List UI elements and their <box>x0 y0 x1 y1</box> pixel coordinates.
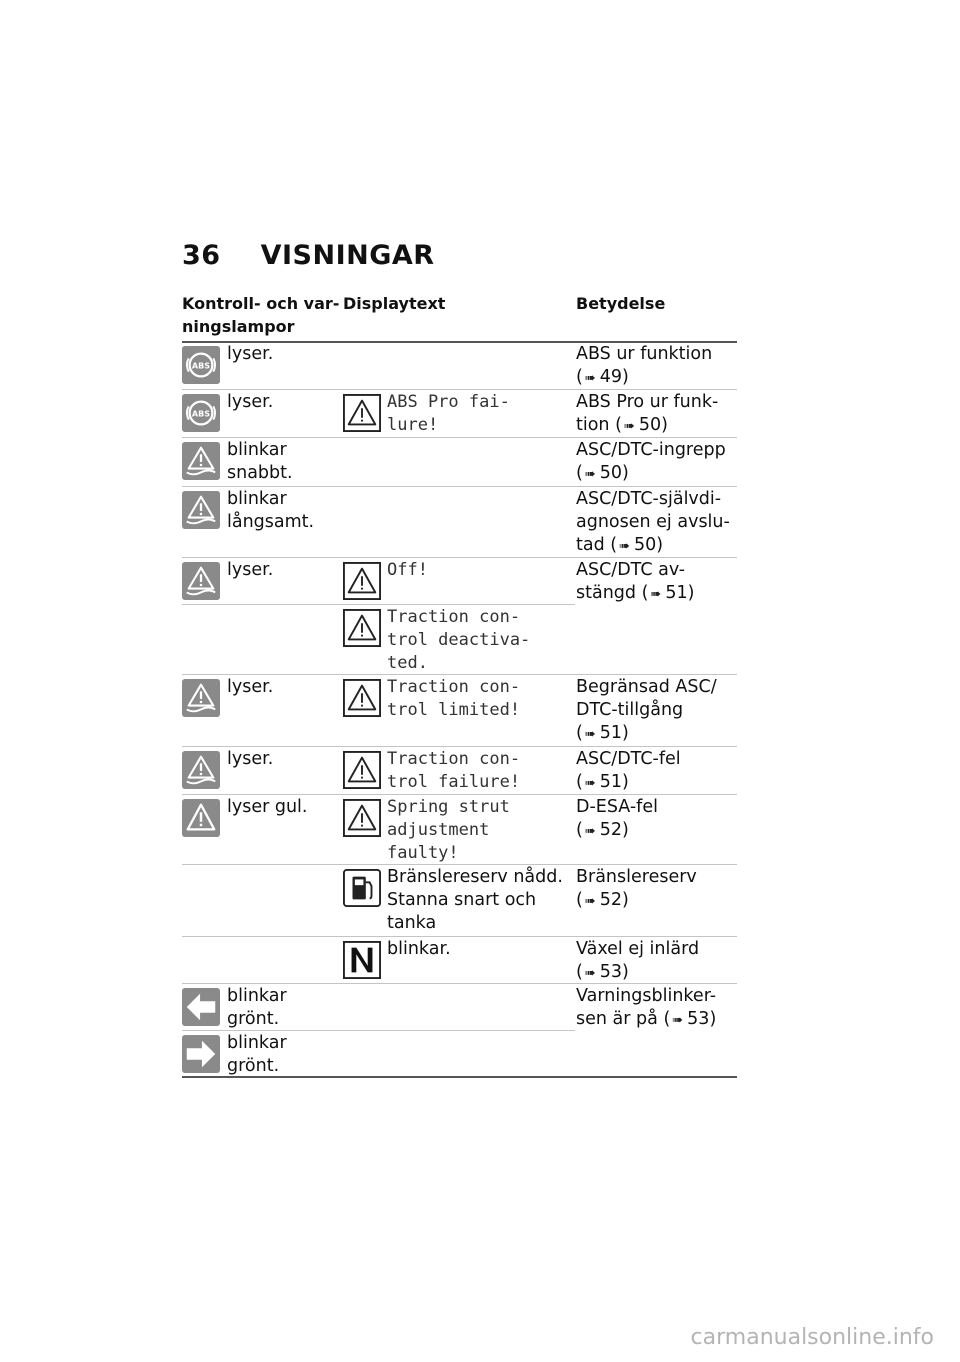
meaning-text: ABS ur funktion ( ➠ 49) <box>576 343 736 390</box>
page-reference[interactable]: ( ➠ 52) <box>576 820 629 840</box>
lamp-state: blinkar grönt. <box>227 986 287 1029</box>
warning-triangle-icon <box>343 609 381 651</box>
warning-triangle-icon <box>343 751 381 793</box>
lamp-state: lyser. <box>227 344 274 364</box>
dtc-icon <box>182 442 220 484</box>
dtc-icon <box>182 679 220 721</box>
page-reference[interactable]: ( ➠ 51) <box>576 772 629 792</box>
lamp-state: blinkar snabbt. <box>227 440 293 483</box>
watermark: carmanualsonline.info <box>690 1325 934 1350</box>
turn-left-icon <box>182 988 220 1030</box>
arrow-right-icon: ➠ <box>584 894 596 909</box>
page-reference[interactable]: ( ➠ 51) <box>576 723 629 743</box>
warning-triangle-icon <box>343 799 381 841</box>
abs-icon <box>182 394 220 436</box>
page-reference[interactable]: ( ➠ 53) <box>658 1009 716 1029</box>
page-reference[interactable]: ( ➠ 49) <box>576 367 629 387</box>
abs-icon <box>182 346 220 388</box>
page-reference[interactable]: ( ➠ 51) <box>636 583 694 603</box>
neutral-gear-icon <box>343 941 381 983</box>
dtc-icon <box>182 751 220 793</box>
warning-triangle-icon <box>343 562 381 604</box>
lamp-state: lyser. <box>227 677 274 697</box>
arrow-right-icon: ➠ <box>584 467 596 482</box>
meaning-text: ASC/DTC-självdi- agnosen ej avslu- tad ( ➠ 50) <box>576 488 736 558</box>
lamp-state: lyser. <box>227 560 274 580</box>
arrow-right-icon: ➠ <box>623 419 635 434</box>
arrow-right-icon: ➠ <box>650 587 662 602</box>
meaning-text: ASC/DTC-ingrepp ( ➠ 50) <box>576 439 736 486</box>
meaning-text: Begränsad ASC/ DTC-tillgång ( ➠ 51) <box>576 676 736 746</box>
meaning-text: ASC/DTC-fel ( ➠ 51) <box>576 748 736 795</box>
arrow-right-icon: ➠ <box>584 776 596 791</box>
page-reference[interactable]: ( ➠ 50) <box>610 415 668 435</box>
arrow-right-icon: ➠ <box>584 824 596 839</box>
arrow-right-icon: ➠ <box>584 727 596 742</box>
display-text: Traction con- trol limited! <box>387 677 521 720</box>
display-text: Traction con- trol deactiva- ted. <box>387 607 531 673</box>
column-header-meaning: Betydelse <box>576 294 666 313</box>
warning-triangle-icon <box>343 394 381 436</box>
display-text: Spring strut adjustment faulty! <box>387 797 510 863</box>
page-title <box>182 240 435 271</box>
page-reference[interactable]: ( ➠ 52) <box>576 890 629 910</box>
page-reference[interactable]: ( ➠ 50) <box>576 463 629 483</box>
meaning-text: ABS Pro ur funk- tion ( ➠ 50) <box>576 391 736 438</box>
warning-lamp-icon <box>182 799 220 841</box>
column-header-display: Displaytext <box>343 294 446 313</box>
display-text: Off! <box>387 560 428 580</box>
row-divider <box>182 604 575 605</box>
lamp-state: lyser. <box>227 392 274 412</box>
fuel-pump-icon <box>343 869 381 911</box>
display-text: ABS Pro fai- lure! <box>387 392 510 435</box>
column-header-lamps: Kontroll- och var- ningslampor <box>182 294 340 336</box>
turn-right-icon <box>182 1035 220 1077</box>
dtc-icon <box>182 491 220 533</box>
section-title: VISNINGAR <box>260 240 435 271</box>
meaning-text: ASC/DTC av- stängd ( ➠ 51) <box>576 559 736 606</box>
row-divider <box>182 746 737 747</box>
meaning-text: D-ESA-fel ( ➠ 52) <box>576 796 736 843</box>
arrow-right-icon: ➠ <box>672 1013 684 1028</box>
meaning-text: Varningsblinker- sen är på ( ➠ 53) <box>576 985 736 1032</box>
lamp-state: lyser. <box>227 749 274 769</box>
page-reference[interactable]: ( ➠ 53) <box>576 962 629 982</box>
dtc-icon <box>182 562 220 604</box>
display-text: Bränslereserv nådd. Stanna snart och tanka <box>387 867 563 933</box>
display-text: Traction con- trol failure! <box>387 749 521 792</box>
display-text: blinkar. <box>387 939 451 959</box>
lamp-state: blinkar långsamt. <box>227 489 315 532</box>
page-number: 36 <box>182 240 221 271</box>
meaning-text: Växel ej inlärd ( ➠ 53) <box>576 938 736 985</box>
warning-triangle-icon <box>343 679 381 721</box>
arrow-right-icon: ➠ <box>584 966 596 981</box>
row-divider <box>182 936 737 937</box>
arrow-right-icon: ➠ <box>619 539 631 554</box>
page-reference[interactable]: ( ➠ 50) <box>605 535 663 555</box>
row-divider <box>182 486 737 487</box>
arrow-right-icon: ➠ <box>584 371 596 386</box>
lamp-state: lyser gul. <box>227 797 308 817</box>
meaning-text: Bränslereserv ( ➠ 52) <box>576 866 736 913</box>
lamp-state: blinkar grönt. <box>227 1033 287 1076</box>
